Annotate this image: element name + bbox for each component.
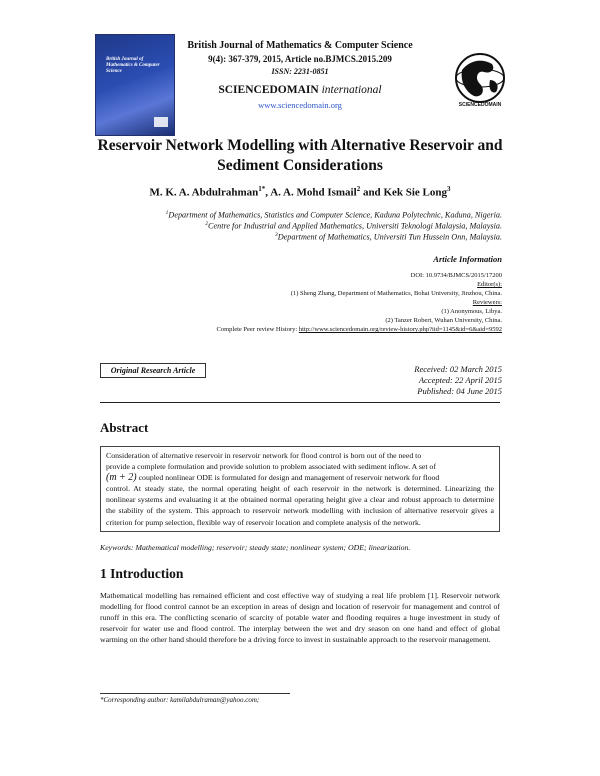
journal-volume: 9(4): 367-379, 2015, Article no.BJMCS.2015.209 xyxy=(208,54,392,64)
abstract-heading: Abstract xyxy=(100,420,149,435)
accepted-date: Accepted: 22 April 2015 xyxy=(418,375,502,385)
journal-name: British Journal of Mathematics & Computer Science xyxy=(187,40,413,51)
keywords: Keywords: Mathematical modelling; reservoir; steady state; nonlinear system; ODE; linearization. xyxy=(100,543,411,552)
abstract-line: provide a complete formulation and provide solution to problem associated with sediment inflow. A set of xyxy=(106,462,436,472)
author-sup: 2 xyxy=(356,185,361,193)
abstract-box xyxy=(100,446,500,532)
article-dates xyxy=(414,364,502,397)
article-info-heading: Article Information xyxy=(433,254,502,264)
author-sup: 3 xyxy=(447,185,451,193)
affiliation-text: Centre for Industrial and Applied Mathematics, Universiti Teknologi Malaysia, Malaysia. xyxy=(208,221,502,231)
journal-issn: ISSN: 2231-0851 xyxy=(271,67,329,76)
publisher-suffix: international xyxy=(321,84,382,96)
logo-caption: SCIENCEDOMAIN xyxy=(458,102,502,108)
affiliation-sup: 2 xyxy=(205,221,209,227)
editor-entry: (1) Sheng Zhang, Department of Mathematics, Bohai University, Jinzhou, China. xyxy=(290,290,502,297)
editors-label-row xyxy=(477,281,502,290)
author-name: A. A. Mohd Ismail xyxy=(270,186,357,199)
reviewers-label: Reviewers: xyxy=(472,299,502,306)
introduction-text: Mathematical modelling has remained efficient and cost effective way of studying a real life problem [1]. Reservoir network modelling for flood control cannot be an exception in areas of design and location of reservoir for management and control of runoff in this era. The conflicting scenario of scarcity of potable water and flooding requires a huge investment in study of reservoir for water use and flood control. The interplay between the wet and dry season on one hand and effect of global warming on the other hand should therefore be a driving force to invest in sustainable approach to the reservoir management. xyxy=(100,591,500,645)
author-separator: and xyxy=(360,186,384,199)
publisher-main: SCIENCEDOMAIN xyxy=(218,84,319,96)
author-name: Kek Sie Long xyxy=(383,186,448,199)
footnote-divider xyxy=(100,693,290,694)
publisher-website-link[interactable]: www.sciencedomain.org xyxy=(258,100,342,110)
history-label: Complete Peer review History: xyxy=(216,326,298,333)
author-sup: 1* xyxy=(258,185,266,193)
author-separator: , xyxy=(265,186,271,199)
title-line-2: Sediment Considerations xyxy=(217,157,383,174)
published-date: Published: 04 June 2015 xyxy=(417,386,502,396)
abstract-line-text: coupled nonlinear ODE is formulated for design and management of reservoir network for flood xyxy=(136,473,440,483)
reviewer-entry: (1) Anonymous, Libya. xyxy=(441,308,502,315)
editors-label: Editor(s): xyxy=(477,281,502,288)
author-name: M. K. A. Abdulrahman xyxy=(149,186,259,199)
abstract-math: (m + 2) xyxy=(106,472,137,484)
affiliation-sup: 3 xyxy=(275,232,278,238)
affiliation-text: Department of Mathematics, Universiti Tun Hussein Onn, Malaysia. xyxy=(277,232,502,242)
abstract-line xyxy=(106,472,494,483)
affiliation-sup: 1 xyxy=(165,210,169,216)
history-link[interactable]: http://www.sciencedomain.org/review-history.php?iid=1145&id=6&aid=9592 xyxy=(298,326,502,333)
author-list xyxy=(60,185,540,199)
abstract-rest: control. At steady state, the normal operating height of each reservoir in the network is determined. Linearizing the nonlinear systems and evaluating it at the obtained normal operating height give a clear and robust approach to determine the stability of the system. This approach to reservoir network modelling with inclusion of alternative reservoir gives a criterion for pump selection, flexible way of reservoir location and complete analysis of the network. xyxy=(106,484,494,527)
article-type-badge: Original Research Article xyxy=(100,363,206,378)
peer-review-history xyxy=(217,326,502,335)
header-divider xyxy=(100,402,500,403)
reviewer-entry: (2) Tanzer Robert, Wuhan University, China. xyxy=(385,317,502,324)
affiliation xyxy=(275,230,502,243)
abstract-line: Consideration of alternative reservoir in reservoir network for flood control is born out of the need to xyxy=(106,451,422,460)
corresponding-author-footnote: *Corresponding author: kamilabdulraman@yahoo.com; xyxy=(100,696,260,704)
cover-logo xyxy=(154,117,168,127)
title-line-1: Reservoir Network Modelling with Alternative Reservoir and xyxy=(97,137,503,154)
received-date: Received: 02 March 2015 xyxy=(414,364,502,374)
article-doi: DOI: 10.9734/BJMCS/2015/17200 xyxy=(410,272,502,279)
publisher-name xyxy=(180,84,420,96)
affiliation-text: Department of Mathematics, Statistics and Computer Science, Kaduna Polytechnic, Kaduna, Nigeria. xyxy=(168,210,502,220)
journal-cover-image xyxy=(95,34,175,136)
paper-title xyxy=(60,136,540,176)
cover-title: British Journal of Mathematics & Computer Science xyxy=(106,57,160,74)
introduction-heading: 1 Introduction xyxy=(100,566,184,581)
reviewers-label-row xyxy=(473,299,502,308)
publisher-globe-logo xyxy=(452,50,508,106)
